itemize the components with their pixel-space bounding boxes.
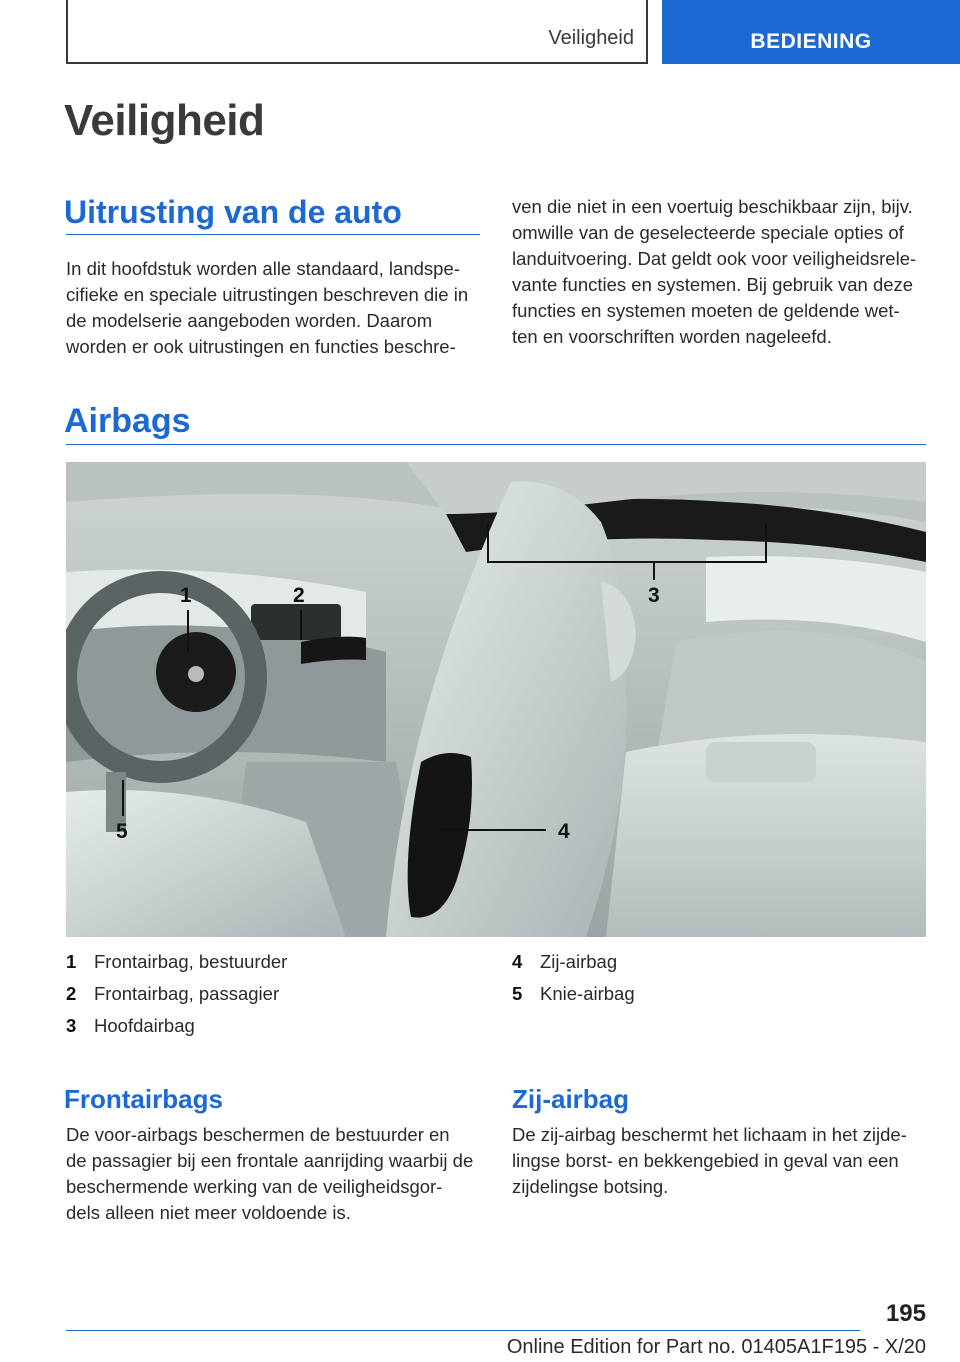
text-line: zijdelingse botsing. [512, 1176, 669, 1197]
legend-item [66, 978, 287, 1010]
callout-4: 4 [558, 820, 570, 843]
legend-number: 1 [66, 951, 77, 972]
zij-airbag-text [512, 1122, 907, 1200]
page-number: 195 [885, 1300, 926, 1327]
text-line: de passagier bij een frontale aanrijding waarbij de [66, 1150, 474, 1171]
text-line: ten en voorschriften worden nageleefd. [512, 326, 832, 347]
equipment-heading: Uitrusting van de auto [64, 194, 402, 230]
footer-rule [66, 1330, 860, 1331]
section-tab-label: Veiligheid [548, 27, 634, 49]
text-line: De voor-airbags beschermen de bestuurder en [66, 1124, 450, 1145]
text-line: cifieke en speciale uitrustingen beschreven die in [66, 284, 469, 305]
text-line: dels alleen niet meer voldoende is. [66, 1202, 351, 1223]
callout-5: 5 [116, 820, 128, 843]
text-line: landuitvoering. Dat geldt ook voor veiligheidsrele- [512, 248, 917, 269]
airbags-heading: Airbags [64, 402, 191, 440]
text-line: De zij-airbag beschermt het lichaam in het zijde- [512, 1124, 907, 1145]
legend-item [512, 946, 635, 978]
legend-number: 4 [512, 951, 523, 972]
legend-number: 3 [66, 1015, 77, 1036]
frontairbags-heading: Frontairbags [64, 1084, 223, 1114]
airbags-heading-rule [66, 444, 926, 445]
legend-label: Hoofdairbag [94, 1015, 195, 1036]
page-title: Veiligheid [64, 96, 265, 145]
legend-label: Frontairbag, bestuurder [94, 951, 288, 972]
chapter-tab-label: BEDIENING [750, 30, 872, 53]
callout-1: 1 [180, 584, 192, 607]
text-line: omwille van de geselecteerde speciale opties of [512, 222, 904, 243]
callout-3: 3 [648, 584, 660, 607]
zij-airbag-heading: Zij-airbag [512, 1084, 630, 1114]
airbag-legend-left [66, 946, 287, 1042]
legend-label: Knie-airbag [540, 983, 635, 1004]
edition-footer: Online Edition for Part no. 01405A1F195 - X/20 [506, 1336, 926, 1358]
chapter-tab[interactable] [662, 0, 960, 64]
equipment-text-left [66, 256, 468, 360]
text-line: vante functies en systemen. Bij gebruik van deze [512, 274, 914, 295]
text-line: worden er ook uitrustingen en functies beschre- [66, 336, 456, 357]
legend-number: 2 [66, 983, 77, 1004]
text-line: beschermende werking van de veiligheidsgor- [66, 1176, 443, 1197]
text-line: In dit hoofdstuk worden alle standaard, landspe- [66, 258, 460, 279]
text-line: functies en systemen moeten de geldende wet- [512, 300, 900, 321]
text-line: lingse borst- en bekkengebied in geval van een [512, 1150, 899, 1171]
airbag-locations-illustration [66, 462, 926, 937]
legend-number: 5 [512, 983, 523, 1004]
legend-label: Zij-airbag [540, 951, 618, 972]
equipment-text-right [512, 194, 916, 350]
legend-item [66, 1010, 287, 1042]
text-line: de modelserie aangeboden worden. Daarom [66, 310, 433, 331]
text-line: ven die niet in een voertuig beschikbaar zijn, bijv. [512, 196, 913, 217]
section-tab [66, 0, 648, 64]
legend-label: Frontairbag, passagier [94, 983, 280, 1004]
equipment-heading-rule [66, 234, 480, 235]
airbag-legend-right [512, 946, 635, 1010]
frontairbags-text [66, 1122, 473, 1226]
legend-item [512, 978, 635, 1010]
callout-2: 2 [293, 584, 305, 607]
legend-item [66, 946, 287, 978]
